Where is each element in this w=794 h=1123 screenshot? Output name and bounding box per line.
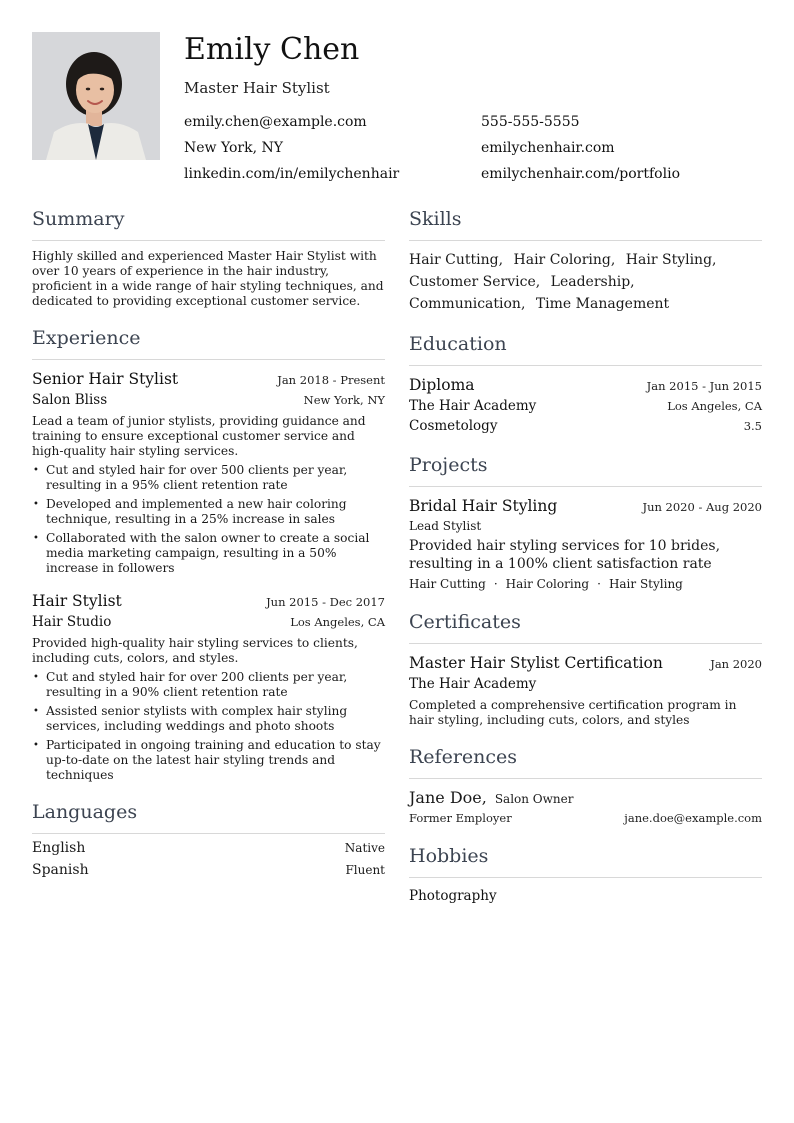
company-name: Salon Bliss bbox=[32, 392, 108, 408]
language-level: Fluent bbox=[345, 863, 385, 877]
keyword: Hair Styling bbox=[608, 577, 683, 591]
entry-header bbox=[32, 368, 385, 390]
skill-item: Customer Service, bbox=[409, 274, 541, 290]
highlight-item: • Cut and styled hair for over 500 clients per year, resulting in a 95% client retention rate bbox=[46, 463, 385, 493]
entry-header bbox=[32, 590, 385, 612]
reference-header bbox=[409, 787, 762, 809]
education-section bbox=[409, 331, 762, 436]
language-name: English bbox=[32, 840, 86, 856]
hobby-item: Photography bbox=[409, 888, 497, 904]
job-dates: Jan 2018 - Present bbox=[277, 373, 385, 387]
skills-section bbox=[409, 206, 762, 315]
languages-section bbox=[32, 799, 385, 878]
company-name: Hair Studio bbox=[32, 614, 112, 630]
skill-item: Time Management bbox=[535, 296, 670, 312]
skill-item: Hair Coloring, bbox=[513, 252, 616, 268]
linkedin-link[interactable]: linkedin.com/in/emilychenhair bbox=[184, 166, 400, 182]
degree: Diploma bbox=[409, 376, 475, 394]
job-highlights bbox=[32, 670, 385, 783]
certificate-date: Jan 2020 bbox=[710, 657, 762, 671]
left-column bbox=[32, 206, 385, 894]
right-column bbox=[409, 206, 762, 922]
reference-detail bbox=[409, 809, 762, 827]
reference-relation: Former Employer bbox=[409, 811, 512, 825]
job-location: New York, NY bbox=[303, 393, 385, 407]
phone-link[interactable]: 555-555-5555 bbox=[481, 114, 580, 130]
highlight-item: • Participated in ongoing training and education to stay up-to-date on the latest hair styling trends and techniques bbox=[46, 738, 385, 783]
keyword: Hair Cutting bbox=[409, 577, 486, 591]
certificate-description: Completed a comprehensive certification program in hair styling, including cuts, colors, and styles bbox=[409, 698, 737, 727]
section-title: Experience bbox=[32, 325, 385, 360]
section-title: Skills bbox=[409, 206, 762, 241]
certificate-issuer: The Hair Academy bbox=[409, 676, 537, 692]
keyword: Hair Coloring bbox=[505, 577, 590, 591]
certificate-name: Master Hair Stylist Certification bbox=[409, 654, 663, 672]
summary-section bbox=[32, 206, 385, 309]
entry-header bbox=[409, 374, 762, 396]
job-summary: Provided high-quality hair styling services to clients, including cuts, colors, and styles. bbox=[32, 636, 358, 665]
skill-item: Communication, bbox=[409, 296, 526, 312]
certificate-entry bbox=[409, 652, 762, 728]
profile-photo bbox=[32, 32, 160, 160]
job-dates: Jun 2015 - Dec 2017 bbox=[266, 595, 385, 609]
entry-subheader bbox=[32, 612, 385, 632]
job-title: Hair Stylist bbox=[32, 592, 122, 610]
projects-section bbox=[409, 452, 762, 593]
skill-item: Leadership, bbox=[550, 274, 635, 290]
entry-subheader bbox=[32, 390, 385, 410]
candidate-headline: Master Hair Stylist bbox=[184, 79, 330, 97]
highlight-item: • Cut and styled hair for over 200 clients per year, resulting in a 90% client retention rate bbox=[46, 670, 385, 700]
summary-text: Highly skilled and experienced Master Hair Stylist with over 10 years of experience in the hair industry, proficient in a wide range of hair styling techniques, and dedicated to providing exceptional customer service. bbox=[32, 249, 384, 308]
job-highlights bbox=[32, 463, 385, 576]
job-title: Senior Hair Stylist bbox=[32, 370, 179, 388]
keyword-separator: · bbox=[597, 577, 601, 591]
project-keywords bbox=[409, 575, 762, 593]
resume-page bbox=[32, 32, 762, 904]
entry-header bbox=[409, 652, 762, 674]
language-level: Native bbox=[344, 841, 385, 855]
section-title: Languages bbox=[32, 799, 385, 834]
education-location: Los Angeles, CA bbox=[667, 399, 762, 413]
reference-name: Jane Doe, bbox=[409, 788, 487, 807]
project-dates: Jun 2020 - Aug 2020 bbox=[642, 500, 762, 514]
certificates-section bbox=[409, 609, 762, 728]
job-summary: Lead a team of junior stylists, providing guidance and training to ensure exceptional customer service and high-quality hair styling services. bbox=[32, 414, 366, 458]
section-title: Education bbox=[409, 331, 762, 366]
entry-detail bbox=[409, 416, 762, 436]
reference-role: Salon Owner bbox=[494, 792, 574, 806]
section-title: Projects bbox=[409, 452, 762, 487]
candidate-name: Emily Chen bbox=[184, 32, 360, 67]
section-title: Summary bbox=[32, 206, 385, 241]
section-title: References bbox=[409, 744, 762, 779]
project-description: Provided hair styling services for 10 brides, resulting in a 100% client satisfaction rate bbox=[409, 538, 721, 572]
institution: The Hair Academy bbox=[409, 398, 537, 414]
language-name: Spanish bbox=[32, 862, 89, 878]
highlight-item: • Collaborated with the salon owner to create a social media marketing campaign, resulting in a 50% increase in followers bbox=[46, 531, 385, 576]
website-link[interactable]: emilychenhair.com bbox=[481, 140, 615, 156]
resume-header bbox=[32, 32, 762, 192]
email-link[interactable]: emily.chen@example.com bbox=[184, 114, 367, 130]
education-entry bbox=[409, 374, 762, 436]
hobbies-section bbox=[409, 843, 762, 906]
references-section bbox=[409, 744, 762, 827]
language-row bbox=[32, 840, 385, 856]
reference-entry bbox=[409, 787, 762, 827]
skill-item: Hair Cutting, bbox=[409, 252, 504, 268]
study-area: Cosmetology bbox=[409, 418, 498, 434]
project-name: Bridal Hair Styling bbox=[409, 497, 558, 515]
section-title: Hobbies bbox=[409, 843, 762, 878]
highlight-item: • Developed and implemented a new hair coloring technique, resulting in a 25% increase in sales bbox=[46, 497, 385, 527]
highlight-item: • Assisted senior stylists with complex hair styling services, including weddings and photo shoots bbox=[46, 704, 385, 734]
section-title: Certificates bbox=[409, 609, 762, 644]
job-location: Los Angeles, CA bbox=[290, 615, 385, 629]
language-row bbox=[32, 862, 385, 878]
experience-entry bbox=[32, 590, 385, 783]
location-text: New York, NY bbox=[184, 140, 283, 156]
entry-header bbox=[409, 495, 762, 517]
skill-item: Hair Styling, bbox=[625, 252, 717, 268]
skills-list bbox=[409, 249, 762, 315]
person-icon bbox=[32, 32, 160, 160]
keyword-separator: · bbox=[493, 577, 498, 591]
gpa-score: 3.5 bbox=[743, 419, 762, 433]
reference-email[interactable]: jane.doe@example.com bbox=[624, 811, 762, 825]
experience-section bbox=[32, 325, 385, 783]
portfolio-link[interactable]: emilychenhair.com/portfolio bbox=[481, 166, 680, 182]
project-entry bbox=[409, 495, 762, 593]
education-dates: Jan 2015 - Jun 2015 bbox=[646, 379, 762, 393]
experience-entry bbox=[32, 368, 385, 576]
entry-subheader bbox=[409, 396, 762, 416]
project-role: Lead Stylist bbox=[409, 519, 482, 533]
